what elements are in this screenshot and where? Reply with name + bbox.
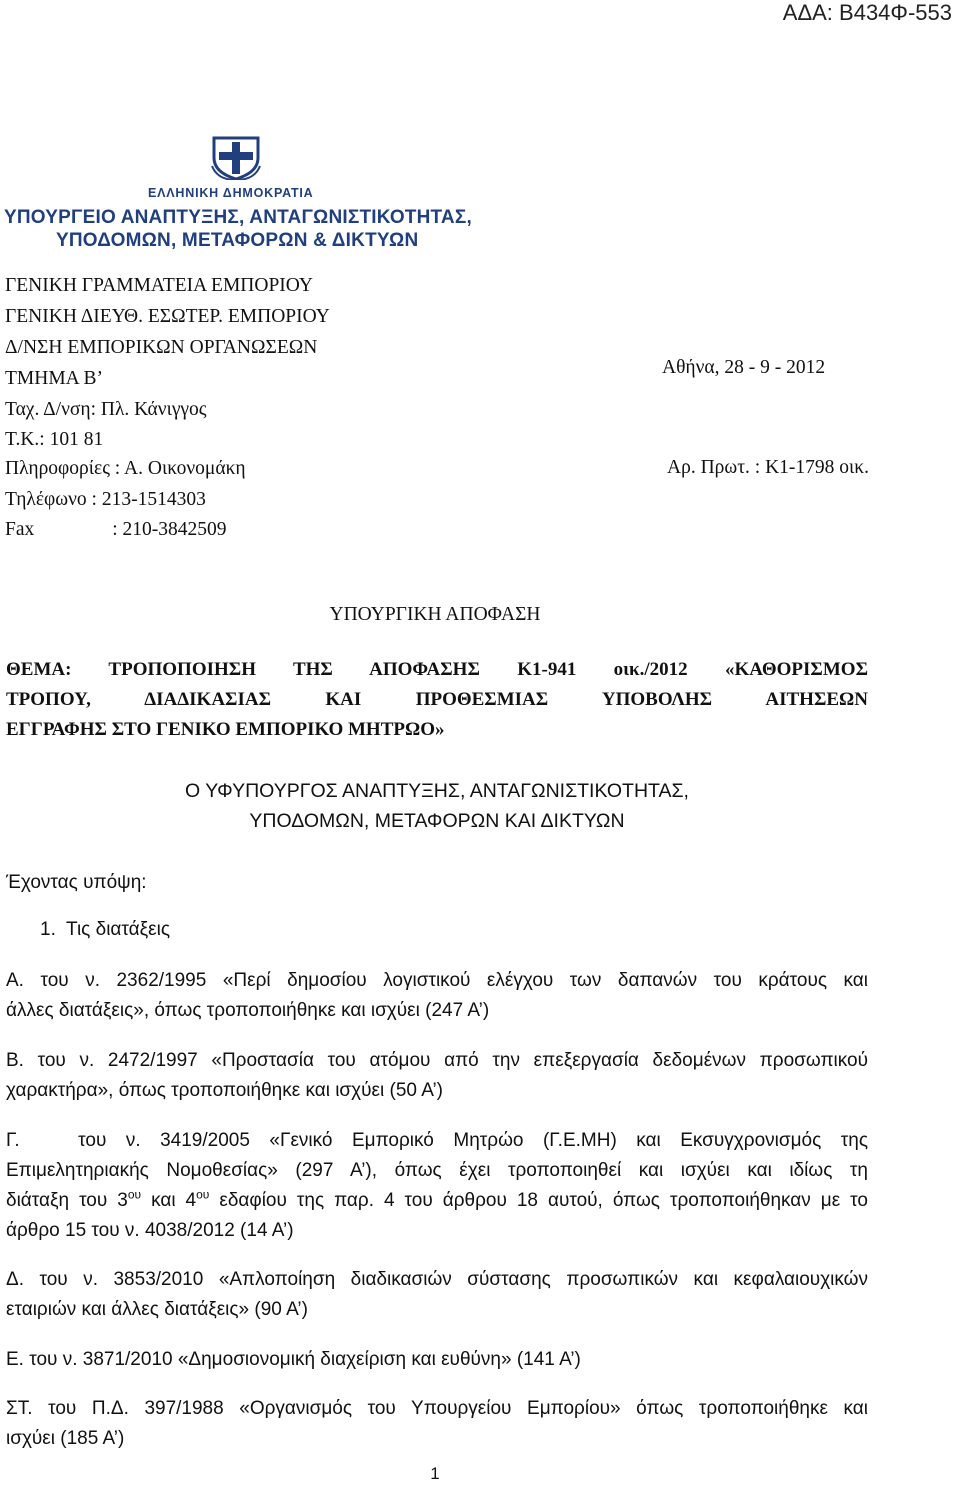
header-line: ΓΕΝΙΚΗ ΔΙΕΥΘ. ΕΣΩΤΕΡ. ΕΜΠΟΡΙΟΥ bbox=[5, 306, 330, 327]
paragraph-line: χαρακτήρα», όπως τροποποιήθηκε και ισχύει (50 Α’) bbox=[6, 1080, 443, 1101]
greek-emblem-icon bbox=[210, 136, 262, 180]
header-line: Πληροφορίες : Α. Οικονομάκη bbox=[5, 458, 246, 479]
subject-line: ΤΡΟΠΟΥ, ΔΙΑΔΙΚΑΣΙΑΣ ΚΑΙ ΠΡΟΘΕΣΜΙΑΣ ΥΠΟΒΟΛΗΣ ΑΙΤΗΣΕΩΝ bbox=[6, 689, 868, 710]
logo-republic: ΕΛΛΗΝΙΚΗ ΔΗΜΟΚΡΑΤΙΑ bbox=[148, 186, 314, 200]
line-part: και 4 bbox=[141, 1190, 197, 1211]
minister-line: Ο ΥΦΥΠΟΥΡΓΟΣ ΑΝΑΠΤΥΞΗΣ, ΑΝΤΑΓΩΝΙΣΤΙΚΟΤΗΤΑΣ, bbox=[185, 780, 689, 802]
minister-heading bbox=[130, 776, 744, 836]
paragraph-line: ισχύει (185 Α’) bbox=[6, 1428, 125, 1449]
subject-line: ΘΕΜΑ: ΤΡΟΠΟΠΟΙΗΣΗ ΤΗΣ ΑΠΟΦΑΣΗΣ Κ1-941 οικ./2012 «ΚΑΘΟΡΙΣΜΟΣ bbox=[6, 659, 868, 680]
subject-block bbox=[6, 655, 868, 745]
header-line: Τηλέφωνο : 213-1514303 bbox=[5, 489, 206, 510]
line-part: εδαφίου της παρ. 4 του άρθρου 18 αυτού, όπως τροποποιήθηκαν με το bbox=[209, 1190, 868, 1211]
paragraph-line: Α. του ν. 2362/1995 «Περί δημοσίου λογιστικού ελέγχου των δαπανών του κράτους και bbox=[6, 970, 868, 991]
ada-code: ΑΔΑ: Β434Φ-553 bbox=[782, 0, 952, 25]
document-date: Αθήνα, 28 - 9 - 2012 bbox=[662, 357, 826, 378]
header-line: Δ/ΝΣΗ ΕΜΠΟΡΙΚΩΝ ΟΡΓΑΝΩΣΕΩΝ bbox=[5, 337, 318, 358]
paragraph-d bbox=[6, 1265, 868, 1325]
list-item-1: 1. Τις διατάξεις bbox=[40, 919, 170, 940]
paragraph-line: εταιριών και άλλες διατάξεις» (90 Α’) bbox=[6, 1299, 308, 1320]
line-part: διάταξη του 3 bbox=[6, 1190, 128, 1211]
logo-ministry-line1: ΥΠΟΥΡΓΕΙΟ ΑΝΑΠΤΥΞΗΣ, ΑΝΤΑΓΩΝΙΣΤΙΚΟΤΗΤΑΣ, bbox=[4, 207, 472, 228]
paragraph-line bbox=[6, 1186, 868, 1216]
paragraph-line: Β. του ν. 2472/1997 «Προστασία του ατόμου από την επεξεργασία δεδομένων προσωπικού bbox=[6, 1050, 868, 1071]
considering-label: Έχοντας υπόψη: bbox=[6, 872, 147, 893]
paragraph-c bbox=[6, 1126, 868, 1246]
decision-title: ΥΠΟΥΡΓΙΚΗ ΑΠΟΦΑΣΗ bbox=[329, 604, 541, 625]
header-line: Fax : 210-3842509 bbox=[5, 519, 227, 540]
paragraph-line: Δ. του ν. 3853/2010 «Απλοποίηση διαδικασιών σύστασης προσωπικών και κεφαλαιουχικών bbox=[6, 1269, 868, 1290]
paragraph-e bbox=[6, 1345, 868, 1375]
paragraph-a bbox=[6, 966, 868, 1026]
paragraph-line: άρθρο 15 του ν. 4038/2012 (14 Α’) bbox=[6, 1220, 294, 1241]
paragraph-line: Γ. του ν. 3419/2005 «Γενικό Εμπορικό Μητρώο (Γ.Ε.ΜΗ) και Εκσυγχρονισμός της bbox=[6, 1130, 868, 1151]
header-line: ΤΜΗΜΑ Β’ bbox=[5, 368, 104, 389]
paragraph-f bbox=[6, 1394, 868, 1454]
page-number: 1 bbox=[430, 1464, 440, 1483]
paragraph-line: Επιμελητηριακής Νομοθεσίας» (297 Α’), όπως έχει τροποποιηθεί και ισχύει και ιδίως τη bbox=[6, 1160, 868, 1181]
minister-line: ΥΠΟΔΟΜΩΝ, ΜΕΤΑΦΟΡΩΝ ΚΑΙ ΔΙΚΤΥΩΝ bbox=[249, 810, 625, 832]
header-line: ΓΕΝΙΚΗ ΓΡΑΜΜΑΤΕΙΑ ΕΜΠΟΡΙΟΥ bbox=[5, 275, 313, 296]
subject-line: ΕΓΓΡΑΦΗΣ ΣΤΟ ΓΕΝΙΚΟ ΕΜΠΟΡΙΚΟ ΜΗΤΡΩΟ» bbox=[6, 719, 445, 740]
header-line: Ταχ. Δ/νση: Πλ. Κάνιγγος bbox=[5, 399, 207, 420]
superscript: ου bbox=[196, 1187, 210, 1202]
paragraph-line: άλλες διατάξεις», όπως τροποποιήθηκε και ισχύει (247 Α’) bbox=[6, 1000, 490, 1021]
logo-ministry-line2: ΥΠΟΔΟΜΩΝ, ΜΕΤΑΦΟΡΩΝ & ΔΙΚΤΥΩΝ bbox=[56, 230, 419, 251]
paragraph-b bbox=[6, 1046, 868, 1106]
paragraph-line: ΣΤ. του Π.Δ. 397/1988 «Οργανισμός του Υπουργείου Εμπορίου» όπως τροποποιήθηκε και bbox=[6, 1398, 868, 1419]
paragraph-line: Ε. του ν. 3871/2010 «Δημοσιονομική διαχείριση και ευθύνη» (141 Α’) bbox=[6, 1349, 581, 1370]
header-line: Τ.Κ.: 101 81 bbox=[5, 429, 104, 450]
protocol-number: Αρ. Πρωτ. : Κ1-1798 οικ. bbox=[667, 457, 869, 478]
superscript: ου bbox=[127, 1187, 142, 1202]
